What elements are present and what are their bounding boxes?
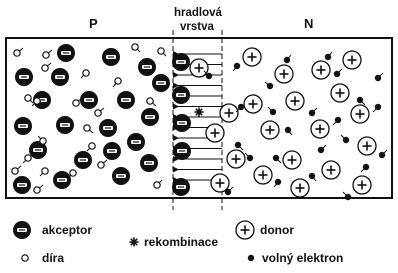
hole-icon <box>158 48 166 56</box>
donor-plus-icon <box>227 150 245 168</box>
free-electron-icon <box>236 104 244 112</box>
hole-icon <box>22 255 28 261</box>
hole-icon <box>98 160 107 168</box>
free-electron-icon <box>273 155 281 163</box>
acceptor-minus-icon <box>14 117 32 135</box>
recombination-star-icon <box>195 108 204 117</box>
legend-label-recombination: rekombinace <box>144 235 219 249</box>
free-electron-icon <box>318 145 326 153</box>
acceptor-minus-icon <box>80 91 98 109</box>
free-electron-icon <box>235 142 243 150</box>
hole-icon <box>147 98 156 106</box>
free-electron-icon <box>361 164 369 172</box>
hole-icon <box>113 78 121 87</box>
hole-icon <box>84 125 93 133</box>
acceptor-minus-icon <box>140 154 158 172</box>
hole-icon <box>23 155 31 163</box>
donor-plus-icon <box>351 105 369 123</box>
acceptor-minus-icon <box>172 178 190 196</box>
acceptor-minus-icon <box>117 91 135 109</box>
free-electron-icon <box>248 255 254 261</box>
donor-plus-icon <box>275 65 293 83</box>
donor-plus-icon <box>243 48 261 66</box>
donor-plus-icon <box>353 176 371 194</box>
free-electron-icon <box>268 107 276 115</box>
free-electron-icon <box>341 135 349 143</box>
acceptor-minus-icon <box>102 48 120 66</box>
acceptor-minus-icon <box>53 171 71 189</box>
acceptor-minus-icon <box>172 86 190 104</box>
legend-label-acceptor: akceptor <box>42 223 93 237</box>
depletion-layer-label-line2: vrstva <box>180 21 214 33</box>
hole-icon <box>81 70 89 78</box>
acceptor-minus-icon <box>56 116 74 134</box>
free-electron-icon <box>265 82 273 89</box>
acceptor-minus-icon <box>172 53 190 71</box>
free-electron-icon <box>375 73 383 81</box>
donor-plus-icon <box>190 59 208 77</box>
donor-plus-icon <box>358 137 376 155</box>
free-electron-icon <box>274 179 281 187</box>
acceptor-minus-icon <box>15 68 33 86</box>
acceptor-minus-icon <box>112 167 130 185</box>
legend-label-donor: donor <box>260 223 294 237</box>
free-electron-icon <box>309 108 317 116</box>
acceptor-minus-icon <box>103 142 121 160</box>
legend-label-electron: volný elektron <box>262 251 344 265</box>
free-electron-icon <box>233 63 240 71</box>
hole-icon <box>132 44 140 52</box>
donor-plus-icon <box>343 51 361 69</box>
hole-icon <box>25 95 33 103</box>
acceptor-minus-icon <box>152 74 170 92</box>
donor-plus-icon <box>311 120 329 138</box>
donor-plus-icon <box>236 221 254 239</box>
acceptor-minus-icon <box>74 151 92 169</box>
region-n-label: N <box>304 16 314 31</box>
free-electron-icon <box>357 97 365 105</box>
donor-plus-icon <box>244 95 262 113</box>
donor-plus-icon <box>254 166 272 184</box>
acceptor-minus-icon <box>57 44 75 62</box>
depletion-layer-label-line1: hradlová <box>174 7 222 19</box>
free-electron-icon <box>373 104 381 112</box>
acceptor-minus-icon <box>173 114 191 132</box>
acceptor-minus-icon <box>13 176 31 194</box>
acceptor-minus-icon <box>51 68 69 86</box>
acceptor-minus-icon <box>141 108 159 126</box>
recombination-star-icon <box>130 238 139 247</box>
hole-icon <box>68 170 76 178</box>
legend-label-hole: díra <box>42 251 65 265</box>
hole-icon <box>12 166 21 174</box>
donor-plus-icon <box>312 61 330 79</box>
hole-icon <box>87 143 95 151</box>
donor-plus-icon <box>283 151 301 169</box>
donor-plus-icon <box>286 92 304 110</box>
donor-plus-icon <box>322 161 340 179</box>
particles <box>12 44 387 200</box>
donor-plus-icon <box>206 124 224 142</box>
acceptor-minus-icon <box>173 142 191 160</box>
region-p-label: P <box>89 16 98 31</box>
acceptor-minus-icon <box>127 133 145 151</box>
acceptor-minus-icon <box>13 221 31 239</box>
free-electron-icon <box>245 153 253 161</box>
acceptor-minus-icon <box>99 119 117 137</box>
free-electron-icon <box>334 69 342 77</box>
free-electron-icon <box>284 55 291 63</box>
donor-plus-icon <box>291 179 309 197</box>
free-electron-icon <box>325 52 332 60</box>
donor-plus-icon <box>331 84 349 102</box>
free-electron-icon <box>285 127 292 135</box>
hole-icon <box>43 50 52 58</box>
hole-icon <box>95 108 104 116</box>
hole-icon <box>14 48 23 56</box>
acceptor-minus-icon <box>138 58 156 76</box>
donor-plus-icon <box>261 121 279 139</box>
free-electron-icon <box>309 173 316 181</box>
hole-icon <box>154 180 162 188</box>
free-electron-icon <box>333 117 341 125</box>
hole-icon <box>40 168 48 176</box>
hole-icon <box>34 185 43 193</box>
hole-icon <box>42 63 51 71</box>
donor-plus-icon <box>220 104 238 122</box>
free-electron-icon <box>379 150 387 158</box>
